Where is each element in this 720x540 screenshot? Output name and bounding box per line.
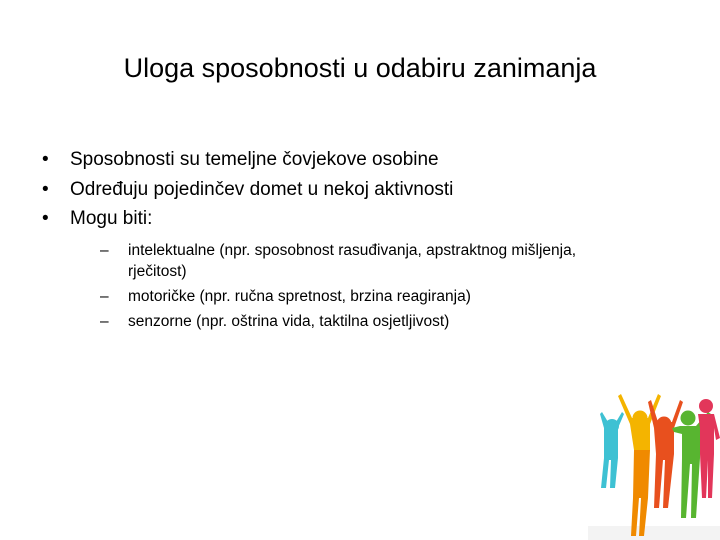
- sub-bullet-text: senzorne (npr. oštrina vida, taktilna osjetljivost): [128, 312, 450, 330]
- person-orange: [648, 400, 683, 508]
- bullet-text: Određuju pojedinčev domet u nekoj aktivnosti: [70, 178, 454, 200]
- bullet-text: Sposobnosti su temeljne čovjekove osobine: [70, 149, 439, 170]
- slide-title: Uloga sposobnosti u odabiru zanimanja: [123, 53, 597, 83]
- bullet-marker: •: [42, 149, 49, 170]
- bullet-item: [42, 175, 682, 205]
- dash-marker: –: [100, 287, 109, 305]
- sub-bullet-item: [100, 311, 628, 332]
- sub-bullet-text: intelektualne (npr. sposobnost rasuđivanja, apstraktnog mišljenja, rječitost): [128, 241, 577, 280]
- sub-bullet-list: [70, 240, 682, 332]
- bullet-marker: •: [42, 208, 49, 229]
- bullet-marker: •: [42, 178, 49, 200]
- sub-bullet-item: [100, 286, 628, 307]
- floor-reflection: [588, 526, 720, 540]
- bullet-item: [42, 204, 682, 332]
- cheering-people-illustration: [588, 388, 720, 540]
- bullet-list: [42, 145, 682, 336]
- bullet-item: [42, 145, 682, 175]
- person-cyan: [600, 412, 624, 488]
- sub-bullet-text: motoričke (npr. ručna spretnost, brzina reagiranja): [128, 287, 471, 305]
- dash-marker: –: [100, 312, 109, 330]
- sub-bullet-item: [100, 240, 628, 282]
- bullet-text: Mogu biti:: [70, 208, 153, 229]
- dash-marker: –: [100, 241, 109, 259]
